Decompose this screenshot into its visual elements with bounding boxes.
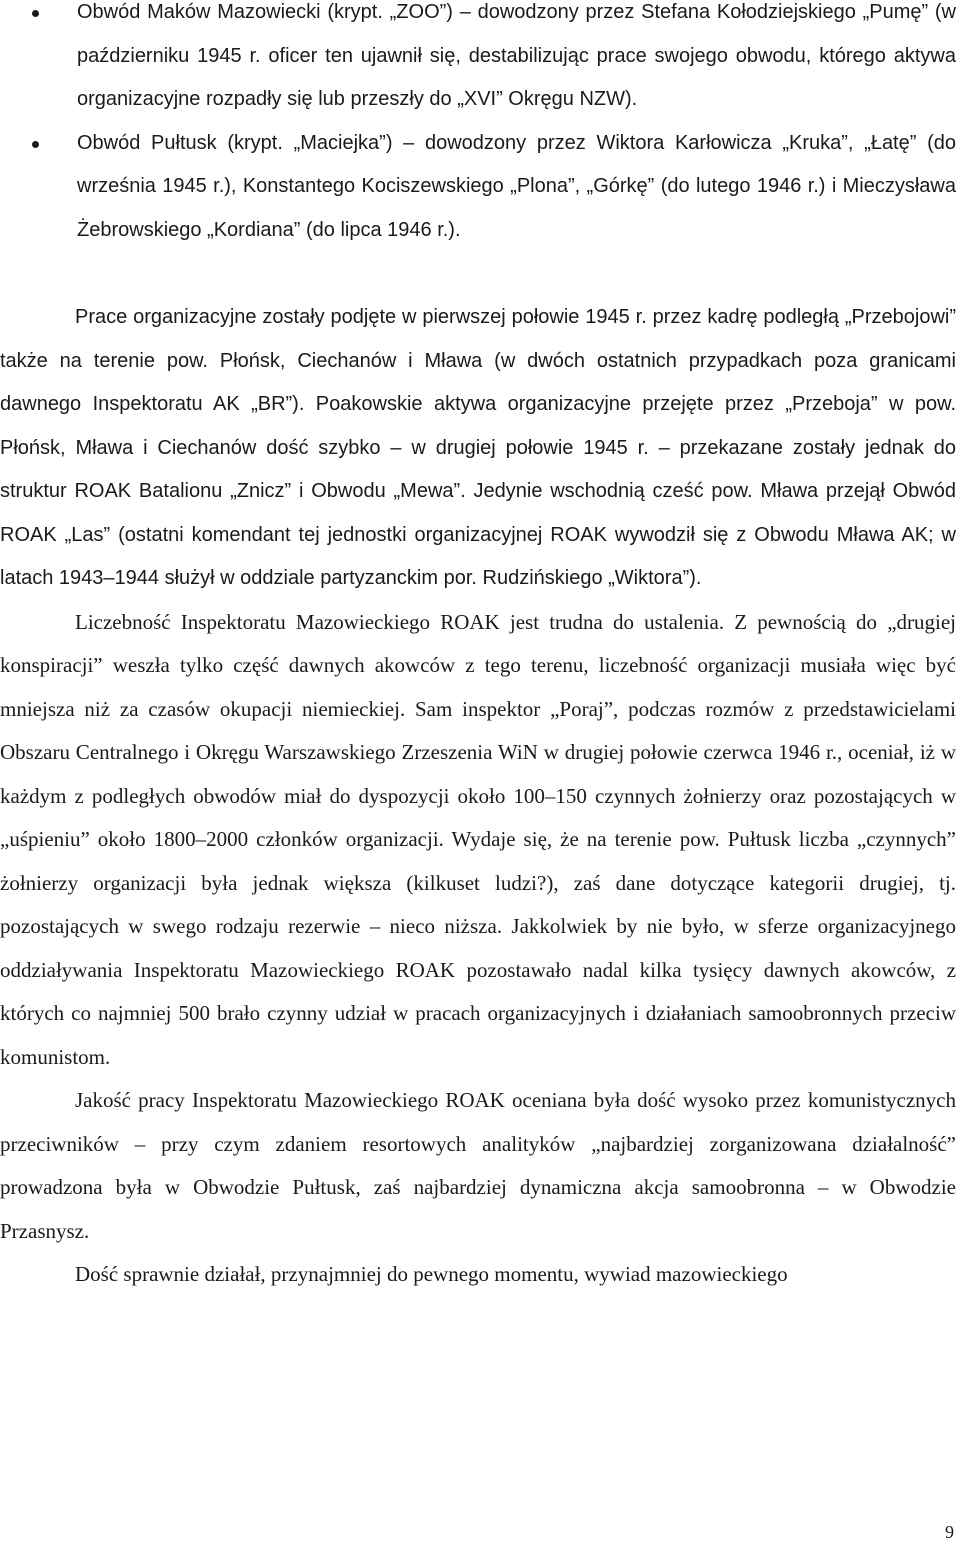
bullet-icon — [32, 141, 39, 148]
paragraph-liczebnosc: Liczebność Inspektoratu Mazowieckiego ROAK jest trudna do ustalenia. Z pewnością do „drugiej konspiracji” weszła tylko część dawnych akowców z tego terenu, liczebność organizacji musiała więc być mniejsza niż za czasów okupacji niemieckiej. Sam inspektor „Poraj”, podczas rozmów z przedstawicielami Obszaru Centralnego i Okręgu Warszawskiego Zrzeszenia WiN w drugiej połowie czerwca 1946 r., oceniał, iż w każdym z podległych obwodów miał do dyspozycji około 100–150 czynnych żołnierzy oraz pozostających w „uśpieniu” około 1800–2000 członków organizacji. Wydaje się, że na terenie pow. Pułtusk liczba „czynnych” żołnierzy organizacji była jednak większa (kilkuset ludzi?), zaś dane dotyczące kategorii drugiej, tj. pozostających w swego rodzaju rezerwie – nieco niższa. Jakkolwiek by nie było, w sferze organizacyjnego oddziaływania Inspektoratu Mazowieckiego ROAK pozostawało nadal kilka tysięcy dawnych akowców, z których co najmniej 500 brało czynny udział w pracach organizacyjnych i działaniach samoobronnych przeciw komunistom. — [0, 609, 956, 1069]
paragraph-prace-organizacyjne: Prace organizacyjne zostały podjęte w pierwszej połowie 1945 r. przez kadrę podległą „Przebojowi” także na terenie pow. Płońsk, Ciechanów i Mława (w dwóch ostatnich przypadkach poza granicami dawnego Inspektoratu AK „BR”). Poakowskie aktywa organizacyjne przejęte przez „Przeboja” w pow. Płońsk, Mława i Ciechanów dość szybko – w drugiej połowie 1945 r. – przekazane zostały jednak do struktur ROAK Batalionu „Znicz” i Obwodu „Mewa”. Jedynie wschodnią cześć pow. Mława przejął Obwód ROAK „Las” (ostatni komendant tej jednostki organizacyjnej ROAK wywodził się z Obwodu Mława AK; w latach 1943–1944 służył w oddziale partyzanckim por. Rudzińskiego „Wiktora”). — [0, 306, 956, 589]
page-number: 9 — [945, 1522, 954, 1542]
obwod-list — [0, 0, 956, 252]
list-item-text: Obwód Pułtusk (krypt. „Maciejka”) – dowodzony przez Wiktora Karłowicza „Kruka”, „Łatę” (do września 1945 r.), Konstantego Kociszewskiego „Plona”, „Górkę” (do lutego 1946 r.) i Mieczysława Żebrowskiego „Kordiana” (do lipca 1946 r.). — [77, 131, 956, 241]
paragraph-wywiad: Dość sprawnie działał, przynajmniej do pewnego momentu, wywiad mazowieckiego — [75, 1262, 788, 1286]
paragraph-jakosc-pracy: Jakość pracy Inspektoratu Mazowieckiego ROAK oceniana była dość wysoko przez komunistycznych przeciwników – przy czym zdaniem resortowych analityków „najbardziej zorganizowana działalność” prowadzona była w Obwodzie Pułtusk, zaś najbardziej dynamiczna akcja samoobronna – w Obwodzie Przasnysz. — [0, 1088, 956, 1243]
bullet-icon — [32, 10, 39, 17]
list-item-text: Obwód Maków Mazowiecki (krypt. „ZOO”) – dowodzony przez Stefana Kołodziejskiego „Pumę” (w październiku 1945 r. oficer ten ujawnił się, destabilizując prace swojego obwodu, którego aktywa organizacyjne rozpadły się lub przeszły do „XVI” Okręgu NZW). — [77, 1, 956, 110]
list-item-makow — [0, 0, 956, 122]
section-gap — [0, 252, 956, 296]
list-item-pultusk — [0, 122, 956, 253]
